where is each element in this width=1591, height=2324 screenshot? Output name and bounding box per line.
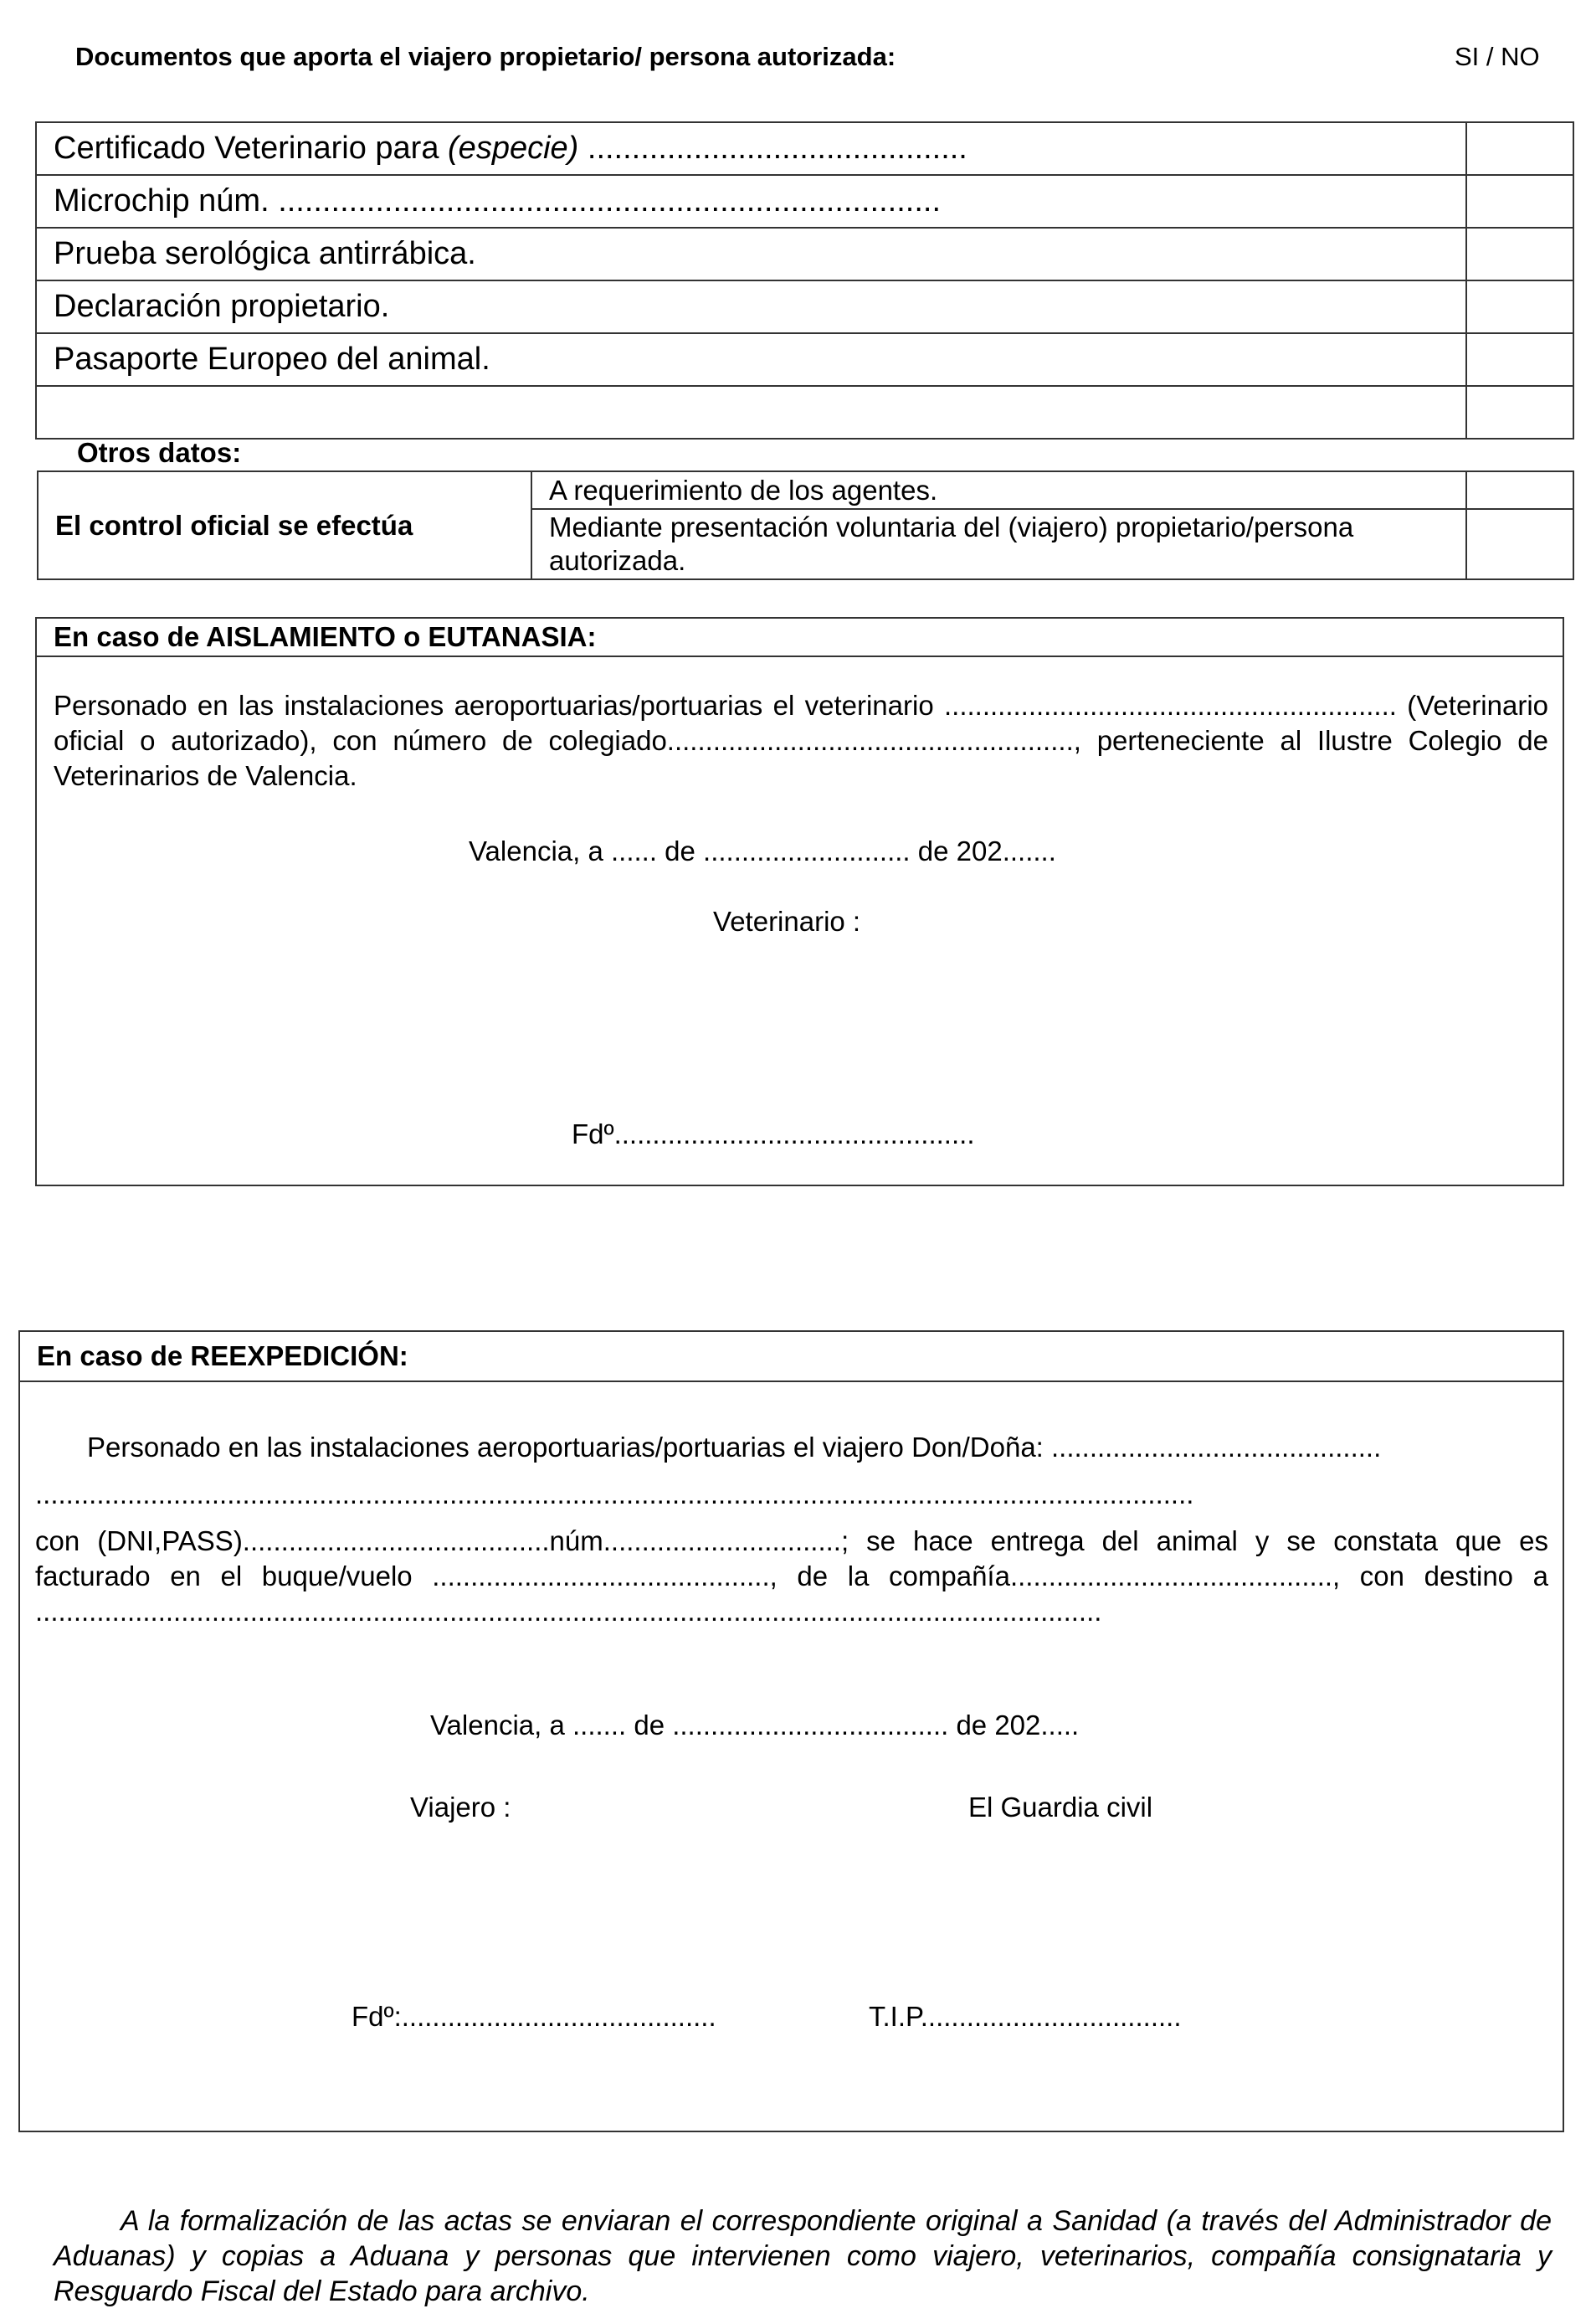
- aislamiento-header: En caso de AISLAMIENTO o EUTANASIA:: [37, 619, 1563, 657]
- table-row: [36, 175, 1573, 228]
- doc-certificado-dots: ...........................................: [578, 131, 967, 166]
- control-option-voluntaria: Mediante presentación voluntaria del (viajero) propietario/persona autorizada.: [531, 509, 1466, 579]
- tip-line: T.I.P..................................: [869, 2001, 1182, 2032]
- aislamiento-date-line: Valencia, a ...... de ........................... de 202.......: [469, 836, 1056, 866]
- doc-serologica: Prueba serológica antirrábica.: [36, 228, 1466, 280]
- footer-note: [54, 2203, 1552, 2309]
- table-row: [36, 280, 1573, 333]
- doc-certificado-especie: (especie): [448, 131, 579, 166]
- check-declaracion[interactable]: [1466, 280, 1573, 333]
- doc-pasaporte: Pasaporte Europeo del animal.: [36, 333, 1466, 386]
- reexpedicion-line-details: con (DNI,PASS)........................................núm...............................; se hace entrega del animal y se constata que es facturado en el buque/vuelo ............................................, de la compañía.........................................., con destino a ...........................................................................................................................................: [35, 1525, 1548, 1627]
- control-option-requerimiento: A requerimiento de los agentes.: [531, 471, 1466, 509]
- check-pasaporte[interactable]: [1466, 333, 1573, 386]
- check-microchip[interactable]: [1466, 175, 1573, 228]
- aislamiento-paragraph: Personado en las instalaciones aeroportuarias/portuarias el veterinario ........................................................... (Veterinario oficial o autorizado), con número de colegiado....................................................., perteneciente al Ilustre Colegio de Veterinarios de Valencia.: [54, 690, 1548, 791]
- table-row: [36, 386, 1573, 439]
- reexpedicion-line-viajero: Personado en las instalaciones aeroportuarias/portuarias el viajero Don/Doña: ...........................................: [87, 1432, 1382, 1463]
- table-row: [36, 122, 1573, 175]
- table-row: [36, 333, 1573, 386]
- doc-declaracion: Declaración propietario.: [36, 280, 1466, 333]
- reexpedicion-line-dots: .......................................................................................................................................................: [35, 1478, 1194, 1509]
- viajero-signature-line: Fdº:.........................................: [352, 2001, 716, 2032]
- viajero-label: Viajero :: [410, 1792, 511, 1823]
- veterinario-signature-line: Fdº...............................................: [572, 1118, 975, 1149]
- documents-table: [35, 121, 1574, 440]
- check-voluntaria[interactable]: [1466, 509, 1573, 579]
- check-certificado[interactable]: [1466, 122, 1573, 175]
- footer-note-text: A la formalización de las actas se enviaran el correspondiente original a Sanidad (a través del Administrador de Aduanas) y copias a Aduana y personas que intervienen como viajero, veterinarios, compañía consignataria y Resguardo Fiscal del Estado para archivo.: [54, 2205, 1552, 2307]
- reexpedicion-paragraph: [35, 1430, 1548, 1629]
- doc-empty[interactable]: [36, 386, 1466, 439]
- check-empty[interactable]: [1466, 386, 1573, 439]
- doc-certificado: [36, 122, 1466, 175]
- table-row: [38, 471, 1573, 509]
- documents-heading: Documentos que aporta el viajero propietario/ persona autorizada:: [75, 42, 896, 71]
- doc-certificado-label: Certificado Veterinario para: [54, 131, 449, 166]
- check-requerimiento[interactable]: [1466, 471, 1573, 509]
- reexpedicion-date-line: Valencia, a ....... de .................................... de 202.....: [430, 1710, 1080, 1740]
- si-no-heading: SI / NO: [1455, 42, 1540, 71]
- table-row: [36, 228, 1573, 280]
- veterinario-label: Veterinario :: [713, 906, 861, 937]
- doc-microchip: Microchip núm. ...........................................................................: [36, 175, 1466, 228]
- reexpedicion-header: En caso de REEXPEDICIÓN:: [20, 1332, 1563, 1382]
- otros-datos-label: Otros datos:: [77, 437, 242, 468]
- check-serologica[interactable]: [1466, 228, 1573, 280]
- control-table: [37, 470, 1574, 580]
- control-label: El control oficial se efectúa: [38, 471, 531, 579]
- guardia-civil-label: El Guardia civil: [968, 1792, 1153, 1823]
